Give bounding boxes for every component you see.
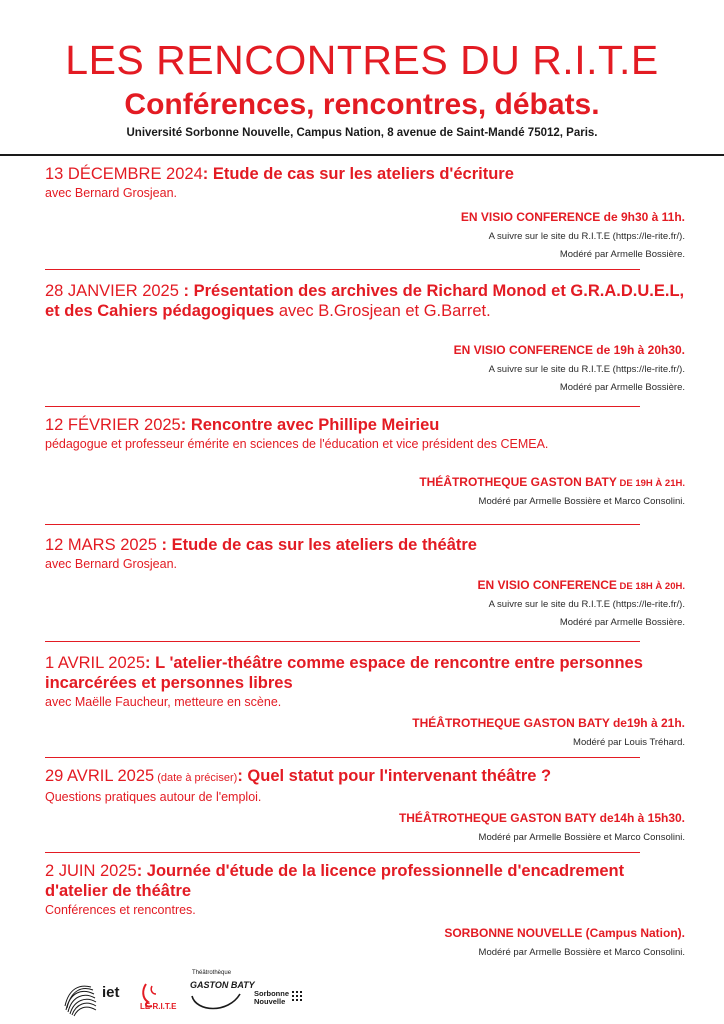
sorbonne-nouvelle-logo-text: Sorbonne Nouvelle	[254, 989, 289, 1006]
event-heading	[45, 164, 685, 184]
event-note: Modéré par Armelle Bossière.	[559, 382, 685, 393]
event-note: Modéré par Armelle Bossière.	[559, 617, 685, 628]
page-subtitle: Conférences, rencontres, débats.	[124, 88, 600, 121]
event-subtitle: avec Maëlle Faucheur, metteure en scène.	[45, 695, 282, 709]
event-item	[45, 164, 685, 260]
event-divider	[45, 406, 640, 407]
event-divider	[45, 757, 640, 758]
event-item	[45, 281, 685, 393]
event-note: A suivre sur le site du R.I.T.E (https://le-rite.fr/).	[488, 364, 685, 375]
event-date: 28 JANVIER 2025	[45, 282, 179, 300]
sorbonne-grid-icon	[292, 991, 306, 1003]
event-location-name: THÉÂTROTHEQUE GASTON BATY	[419, 475, 617, 489]
event-date: 12 MARS 2025	[45, 536, 157, 554]
event-topic: : Etude de cas sur les ateliers de théâtre	[156, 536, 477, 554]
event-divider	[45, 641, 640, 642]
event-date: 1 AVRIL 2025	[45, 654, 145, 672]
sorbonne-nouvelle-logo	[254, 990, 310, 1006]
event-subtitle: avec Bernard Grosjean.	[45, 186, 178, 200]
iet-logo	[64, 984, 126, 1023]
event-location: SORBONNE NOUVELLE (Campus Nation).	[444, 926, 685, 940]
event-item	[45, 415, 685, 507]
event-note: Modéré par Armelle Bossière et Marco Consolini.	[478, 832, 685, 843]
event-note: Modéré par Louis Tréhard.	[573, 737, 685, 748]
event-date: 2 JUIN 2025	[45, 862, 137, 880]
event-topic: : Quel statut pour l'intervenant théâtre ?	[237, 767, 552, 785]
event-date: 12 FÉVRIER 2025	[45, 416, 181, 434]
event-divider	[45, 852, 640, 853]
event-topic: : Rencontre avec Phillipe Meirieu	[180, 416, 440, 434]
event-time: DE 19H À 21H.	[616, 478, 685, 489]
event-topic: : Etude de cas sur les ateliers d'écriture	[202, 165, 514, 183]
gaston-baty-logo-top: Théâtrothèque	[192, 970, 232, 976]
event-heading	[45, 535, 685, 555]
event-subtitle: avec Bernard Grosjean.	[45, 557, 178, 571]
event-note: A suivre sur le site du R.I.T.E (https://le-rite.fr/).	[488, 599, 685, 610]
event-topic: : L 'atelier-théâtre comme espace de rencontre entre personnes incarcérées et personnes libres	[45, 654, 643, 692]
event-location: THÉÂTROTHEQUE GASTON BATY de14h à 15h30.	[398, 811, 685, 825]
event-note: Modéré par Armelle Bossière et Marco Consolini.	[478, 496, 685, 507]
rite-logo-text: LE R.I.T.E	[140, 1002, 177, 1011]
iet-logo-text: iet	[102, 984, 120, 1001]
event-heading	[45, 766, 685, 788]
event-subtitle: Conférences et rencontres.	[45, 903, 196, 917]
event-location	[45, 578, 685, 592]
header-divider	[0, 154, 724, 156]
event-location	[45, 475, 685, 489]
venue-address: Université Sorbonne Nouvelle, Campus Nation, 8 avenue de Saint-Mandé 75012, Paris.	[126, 127, 598, 139]
event-topic: : Présentation des archives de Richard Monod et G.R.A.D.U.E.L, et des Cahiers pédagogiques	[45, 282, 685, 320]
rite-logo	[138, 980, 178, 1021]
gaston-baty-logo-text: GASTON BATY	[190, 980, 255, 990]
event-heading	[45, 281, 685, 321]
event-topic: : Journée d'étude de la licence professionnelle d'encadrement d'atelier de théâtre	[45, 862, 625, 900]
event-item	[45, 861, 685, 958]
event-heading	[45, 653, 685, 693]
event-divider	[45, 269, 640, 270]
event-heading	[45, 861, 685, 901]
event-note: Modéré par Armelle Bossière et Marco Consolini.	[478, 947, 685, 958]
event-heading	[45, 415, 685, 435]
event-divider	[45, 524, 640, 525]
event-location: EN VISIO CONFERENCE de 19h à 20h30.	[453, 343, 685, 357]
page-title: LES RENCONTRES DU R.I.T.E	[65, 37, 659, 83]
event-item	[45, 535, 685, 628]
event-note: A suivre sur le site du R.I.T.E (https://le-rite.fr/).	[488, 231, 685, 242]
event-time: DE 18H À 20H.	[616, 581, 685, 592]
event-location-name: EN VISIO CONFERENCE	[477, 578, 617, 592]
event-location: EN VISIO CONFERENCE de 9h30 à 11h.	[460, 210, 685, 224]
gaston-baty-swash	[188, 992, 244, 1016]
event-location: THÉÂTROTHEQUE GASTON BATY de19h à 21h.	[412, 716, 685, 730]
event-item	[45, 766, 685, 843]
event-date: 29 AVRIL 2025	[45, 767, 155, 785]
event-item	[45, 653, 685, 748]
event-speakers: avec B.Grosjean et G.Barret.	[274, 302, 491, 320]
event-note: Modéré par Armelle Bossière.	[559, 249, 685, 260]
gaston-baty-logo	[188, 970, 255, 1018]
event-subtitle: pédagogue et professeur émérite en sciences de l'éducation et vice président des CEMEA.	[45, 437, 549, 451]
event-date-note: (date à préciser)	[154, 772, 238, 784]
event-subtitle: Questions pratiques autour de l'emploi.	[45, 790, 262, 804]
event-date: 13 DÉCEMBRE 2024	[45, 165, 203, 183]
